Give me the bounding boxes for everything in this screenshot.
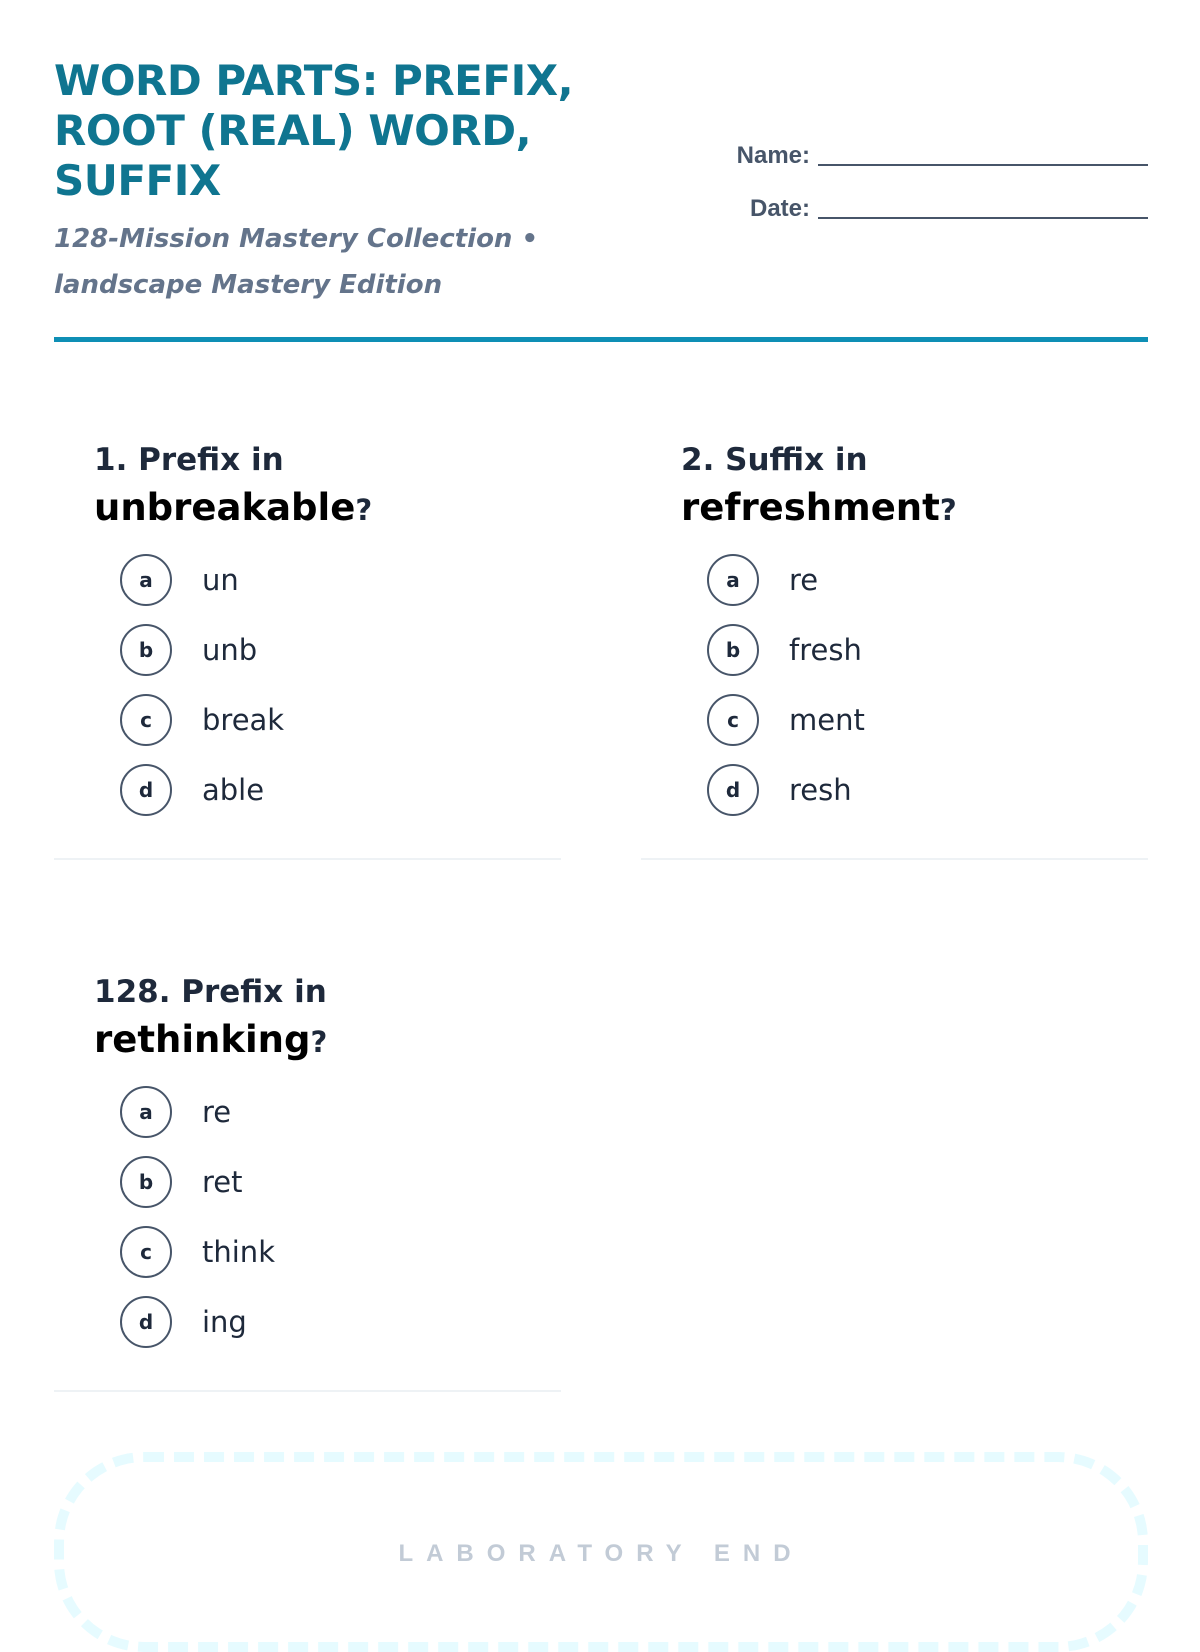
answer-option[interactable] [707, 622, 1127, 678]
answer-option[interactable] [120, 622, 540, 678]
question-number: 1. Prefix in [94, 442, 284, 478]
option-bubble[interactable]: c [120, 694, 172, 746]
question-card [54, 972, 561, 1392]
question-word: rethinking [94, 1018, 311, 1061]
question-number: 2. Suffix in [681, 442, 868, 478]
option-text: re [202, 1095, 232, 1129]
answer-option[interactable] [120, 1224, 540, 1280]
option-text: break [202, 703, 285, 737]
answer-options [120, 1084, 540, 1364]
answer-option[interactable] [120, 762, 540, 818]
option-bubble[interactable]: a [120, 1086, 172, 1138]
question-number: 128. Prefix in [94, 974, 327, 1010]
option-bubble[interactable]: d [120, 764, 172, 816]
date-field[interactable] [818, 215, 1148, 219]
option-text: unb [202, 633, 258, 667]
date-row [708, 193, 1148, 223]
option-text: un [202, 563, 239, 597]
option-bubble[interactable]: a [120, 554, 172, 606]
option-text: ment [789, 703, 865, 737]
answer-options [707, 552, 1127, 832]
option-bubble[interactable]: c [120, 1226, 172, 1278]
question-prompt [94, 972, 554, 1073]
answer-option[interactable] [120, 1084, 540, 1140]
option-bubble[interactable]: c [707, 694, 759, 746]
question-word-line [94, 482, 554, 541]
option-text: think [202, 1235, 275, 1269]
question-word-line [681, 482, 1141, 541]
option-bubble[interactable]: b [707, 624, 759, 676]
question-word: refreshment [681, 486, 940, 529]
answer-option[interactable] [120, 1154, 540, 1210]
question-card [54, 440, 561, 860]
option-bubble[interactable]: b [120, 1156, 172, 1208]
name-field[interactable] [818, 162, 1148, 166]
question-card [641, 440, 1148, 860]
date-label: Date: [749, 195, 810, 222]
option-text: ing [202, 1305, 247, 1339]
page-title: WORD PARTS: PREFIX, ROOT (REAL) WORD, SUFFIX [54, 56, 574, 205]
name-row [708, 140, 1148, 170]
answer-option[interactable] [707, 762, 1127, 818]
page-subtitle: 128-Mission Mastery Collection • landscape Mastery Edition [54, 224, 539, 300]
question-mark: ? [355, 493, 373, 527]
option-text: able [202, 773, 265, 807]
option-text: re [789, 563, 819, 597]
end-label: LABORATORY END [398, 1540, 804, 1567]
answer-option[interactable] [120, 692, 540, 748]
question-prompt [94, 440, 554, 541]
answer-option[interactable] [120, 1294, 540, 1350]
worksheet-page [54, 0, 1148, 1600]
student-info [708, 140, 1148, 246]
option-text: fresh [789, 633, 862, 667]
header-divider [54, 337, 1148, 342]
question-mark: ? [939, 493, 957, 527]
option-bubble[interactable]: b [120, 624, 172, 676]
option-bubble[interactable]: d [120, 1296, 172, 1348]
answer-option[interactable] [120, 552, 540, 608]
question-word-line [94, 1014, 554, 1073]
name-label: Name: [736, 142, 810, 169]
answer-options [120, 552, 540, 832]
question-prompt [681, 440, 1141, 541]
question-mark: ? [310, 1025, 328, 1059]
answer-option[interactable] [707, 552, 1127, 608]
worksheet-header [54, 56, 1148, 338]
question-word: unbreakable [94, 486, 356, 529]
option-bubble[interactable]: d [707, 764, 759, 816]
option-text: resh [789, 773, 852, 807]
answer-option[interactable] [707, 692, 1127, 748]
option-text: ret [202, 1165, 243, 1199]
option-bubble[interactable]: a [707, 554, 759, 606]
